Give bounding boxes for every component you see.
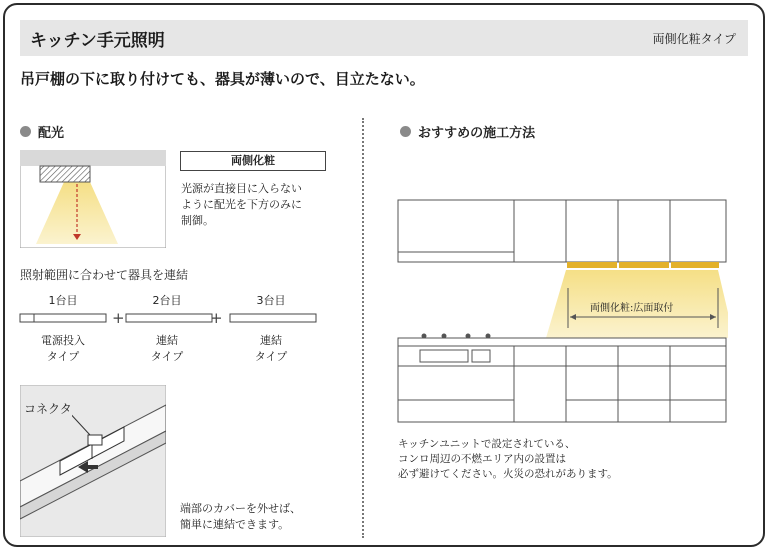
unit-2-number: 2台目 — [152, 294, 182, 307]
unit-1-number: 1台目 — [48, 294, 78, 307]
description-line-3: 制御。 — [181, 214, 214, 227]
unit-2-type-line-2: タイプ — [150, 350, 184, 363]
connector-part — [88, 435, 102, 445]
connected-units-diagram — [18, 311, 318, 325]
connector-note-line-2: 簡単に連結できます。 — [180, 518, 290, 531]
installation-note-line-3: 必ず避けてください。火災の恐れがあります。 — [398, 468, 618, 480]
connection-title: 照射範囲に合わせて器具を連結 — [20, 268, 189, 282]
plus-sign-1: + — [112, 309, 125, 327]
light-distribution-diagram — [20, 150, 166, 248]
description-line-1: 光源が直接目に入らない — [181, 182, 302, 195]
bullet-icon — [400, 126, 411, 137]
unit-3-type-line-1: 連結 — [260, 334, 282, 347]
installation-note-line-2: コンロ周辺の不燃エリア内の設置は — [398, 453, 566, 465]
mount-label: 両側化粧:広面取付 — [590, 303, 674, 314]
section-title-text: おすすめの施工方法 — [418, 126, 536, 141]
bullet-icon — [20, 126, 31, 137]
unit-2-type-line-1: 連結 — [156, 334, 178, 347]
kitchen-installation-diagram — [396, 196, 728, 426]
distribution-label: 両側化粧 — [180, 151, 326, 171]
fixture-unit — [671, 262, 719, 268]
headline: 吊戸棚の下に取り付けても、器具が薄いので、目立たない。 — [20, 70, 425, 88]
unit-3-number: 3台目 — [256, 294, 286, 307]
connector-note-line-1: 端部のカバーを外せば、 — [180, 502, 301, 515]
header-bar — [20, 20, 748, 56]
plus-sign-2: + — [210, 309, 223, 327]
page-title: キッチン手元照明 — [30, 31, 165, 51]
unit-1-type-line-2: タイプ — [46, 350, 80, 363]
installation-note-line-1: キッチンユニットで設定されている、 — [398, 438, 576, 450]
section-title-light-distribution — [20, 122, 64, 141]
description-line-2: ように配光を下方のみに — [181, 198, 302, 211]
product-type-label: 両側化粧タイプ — [652, 32, 736, 46]
connector-label: コネクタ — [24, 402, 72, 416]
fixture-section — [40, 166, 90, 182]
section-title-installation — [400, 122, 535, 141]
unit-3-type-line-2: タイプ — [254, 350, 288, 363]
section-divider — [362, 118, 364, 538]
fixture-unit — [619, 262, 669, 268]
section-title-text: 配光 — [38, 126, 65, 141]
unit-1-type-line-1: 電源投入 — [41, 334, 85, 347]
fixture-unit — [567, 262, 617, 268]
